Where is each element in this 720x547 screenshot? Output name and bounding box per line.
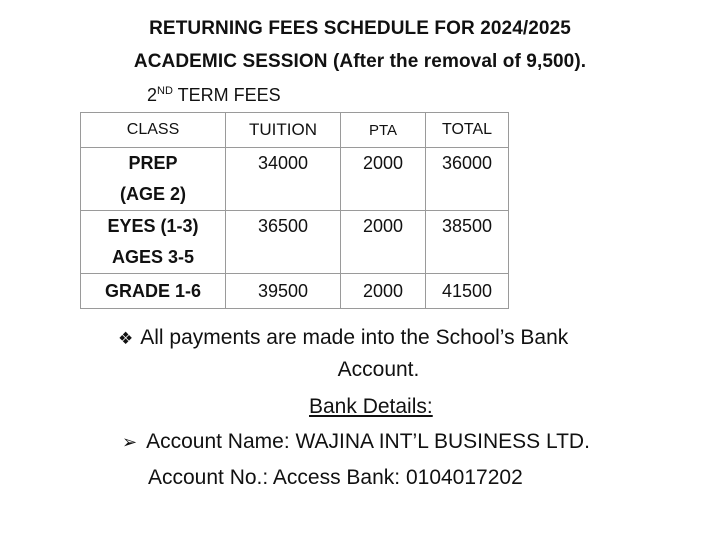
account-number: Account No.: Access Bank: 0104017202 (148, 466, 523, 489)
class-name: GRADE 1-6 (81, 274, 226, 309)
bank-details-heading: Bank Details: (309, 395, 433, 418)
class-name: EYES (1-3) (107, 216, 199, 236)
table-row (81, 148, 509, 211)
account-name-item (122, 424, 590, 460)
account-name: Account Name: WAJINA INT’L BUSINESS LTD. (146, 430, 590, 453)
column-header-class: CLASS (81, 113, 226, 148)
payment-note-line-1: All payments are made into the School’s Bank (140, 326, 569, 349)
pta-cell: 2000 (341, 274, 426, 309)
total-cell: 38500 (426, 211, 509, 274)
total-cell: 36000 (426, 148, 509, 211)
tuition-cell: 36500 (226, 211, 341, 274)
term-ordinal-suffix: ND (157, 85, 173, 97)
total-cell: 41500 (426, 274, 509, 309)
class-name: PREP (128, 153, 178, 173)
pta-cell: 2000 (341, 148, 426, 211)
term-label: TERM FEES (172, 85, 281, 105)
class-cell (81, 148, 226, 211)
table-header-row (81, 113, 509, 148)
tuition-cell: 34000 (226, 148, 341, 211)
document-title-line-1: RETURNING FEES SCHEDULE FOR 2024/2025 (149, 18, 571, 39)
four-diamond-bullet-icon: ❖ (118, 329, 134, 348)
class-age: AGES 3-5 (111, 247, 195, 267)
table-row (81, 274, 509, 309)
table-row (81, 211, 509, 274)
term-ordinal: 2 (147, 85, 158, 105)
pta-cell: 2000 (341, 211, 426, 274)
column-header-total: TOTAL (426, 113, 509, 148)
fees-table (80, 112, 509, 309)
column-header-pta: PTA (341, 113, 426, 148)
term-heading (147, 85, 281, 106)
payment-note-line-2: Account. (337, 358, 420, 381)
class-cell (81, 211, 226, 274)
tuition-cell: 39500 (226, 274, 341, 309)
class-age: (AGE 2) (119, 184, 186, 204)
column-header-tuition: TUITION (226, 113, 341, 148)
document-title-line-2: ACADEMIC SESSION (After the removal of 9,500). (133, 51, 587, 72)
arrow-bullet-icon: ➢ (122, 432, 138, 452)
